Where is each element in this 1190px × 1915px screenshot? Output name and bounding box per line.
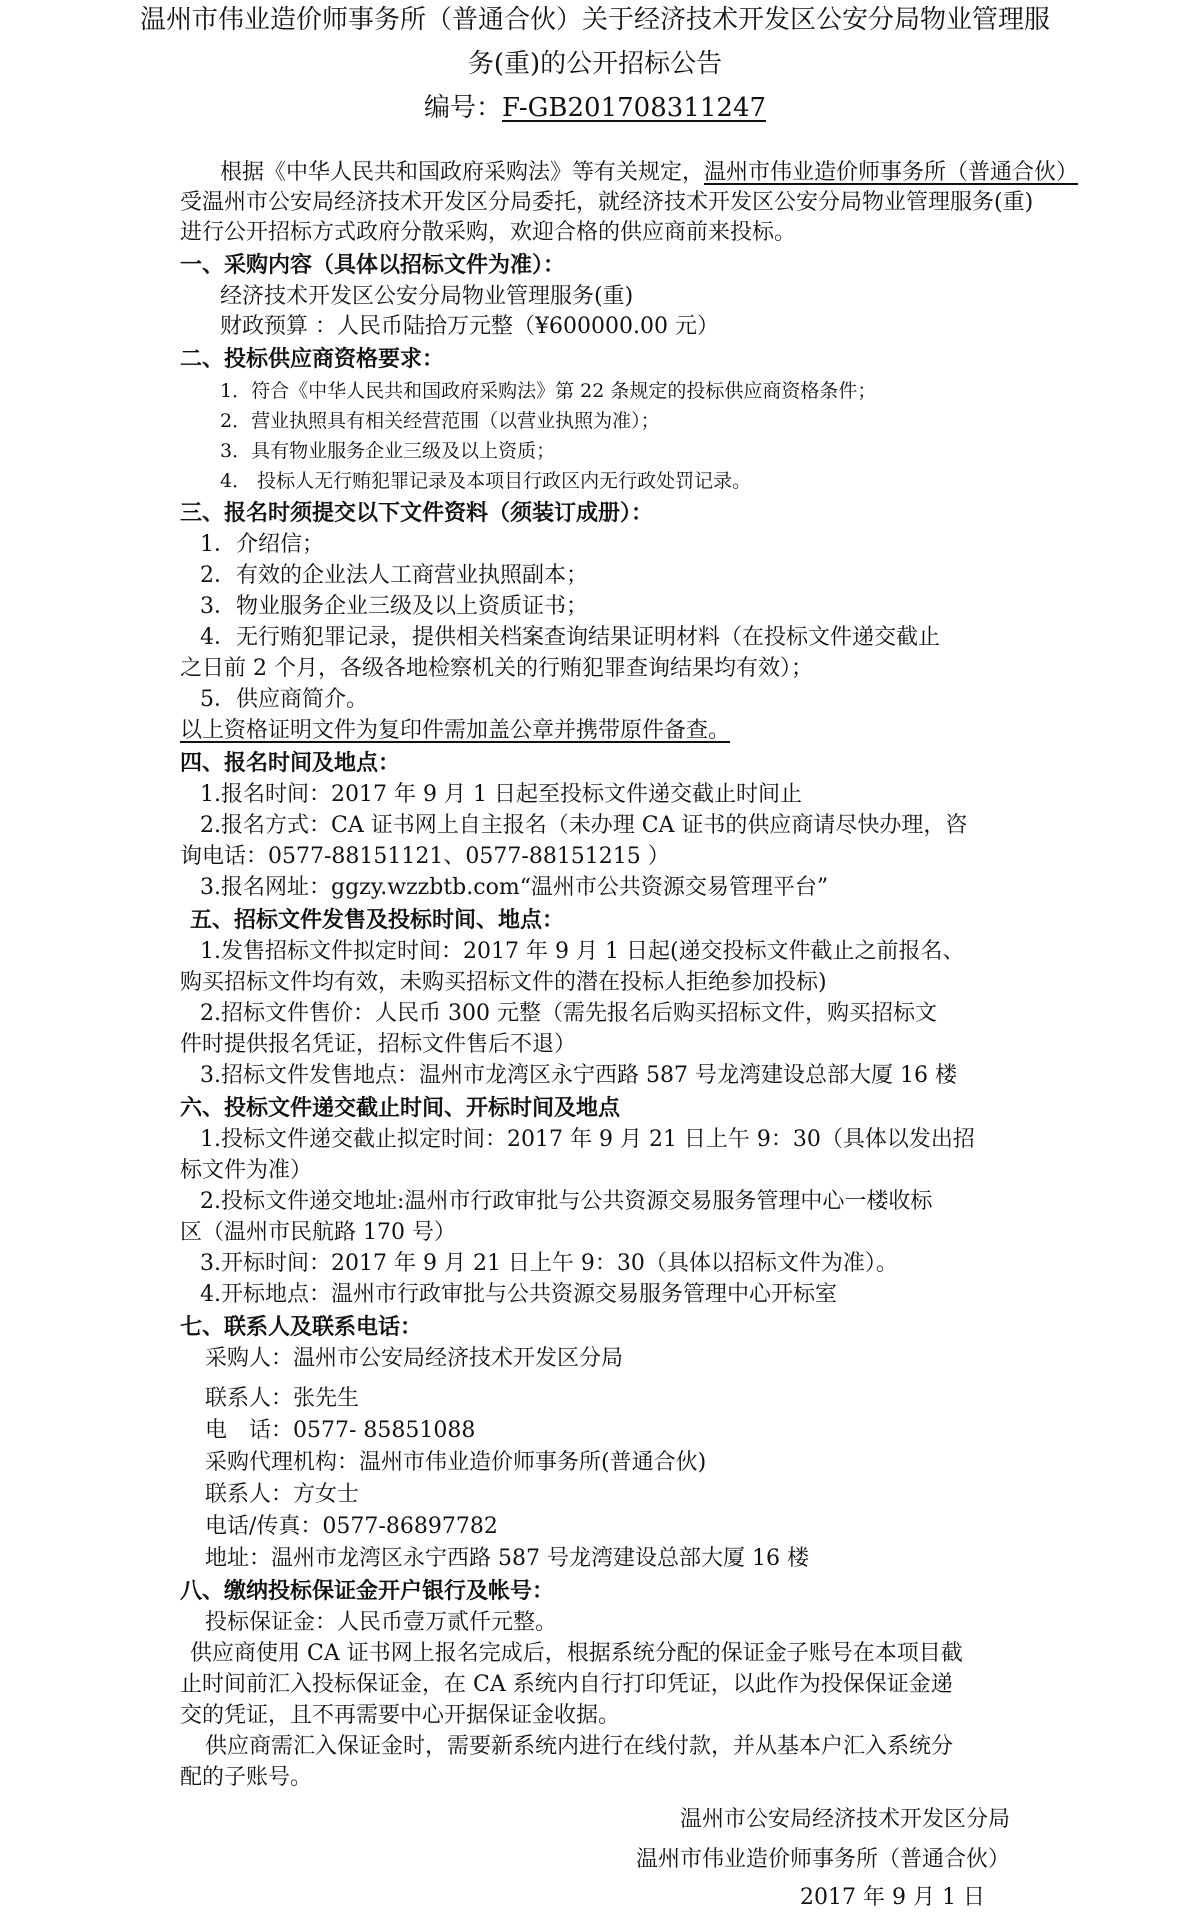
document-price-continued: 件时提供报名凭证，招标文件售后不退） — [180, 1032, 577, 1057]
document-price: 2.招标文件售价：人民币 300 元整（需先报名后购买招标文件，购买招标文 — [200, 1001, 937, 1026]
section-2-heading: 二、投标供应商资格要求： — [180, 346, 445, 372]
document-item: 2．有效的企业法人工商营业执照副本； — [200, 563, 588, 588]
bid-deadline: 1.投标文件递交截止拟定时间：2017 年 9 月 21 日上午 9：30（具体以发出招 — [200, 1127, 975, 1152]
buyer-phone: 电 话：0577- 85851088 — [205, 1418, 476, 1443]
registration-time: 1.报名时间：2017 年 9 月 1 日起至投标文件递交截止时间止 — [200, 782, 802, 807]
copy-notice: 以上资格证明文件为复印件需加盖公章并携带原件备查。 — [180, 718, 731, 743]
title-line-1: 温州市伟业造价师事务所（普通合伙）关于经济技术开发区公安分局物业管理服 — [139, 5, 1050, 35]
deposit-paragraph-1: 供应商使用 CA 证书网上报名完成后，根据系统分配的保证金子账号在本项目截 — [190, 1641, 963, 1666]
budget-line: 财政预算 ：人民币陆拾万元整（¥600000.00 元） — [220, 314, 719, 339]
document-item: 1．介绍信； — [200, 532, 324, 557]
qualification-item: 2．营业执照具有相关经营范围（以营业执照为准）； — [220, 410, 660, 432]
opening-location: 4.开标地点：温州市行政审批与公共资源交易服务管理中心开标室 — [200, 1282, 837, 1307]
deposit-paragraph-2: 供应商需汇入保证金时，需要新系统内进行在线付款，并从基本户汇入系统分 — [205, 1734, 954, 1759]
agency-address: 地址：温州市龙湾区永宁西路 587 号龙湾建设总部大厦 16 楼 — [205, 1546, 809, 1571]
number-label: 编号： — [423, 93, 502, 123]
registration-method: 2.报名方式：CA 证书网上自主报名（未办理 CA 证书的供应商请尽快办理，咨 — [200, 813, 968, 838]
section-5-heading: 五、招标文件发售及投标时间、地点： — [190, 907, 565, 933]
buyer-contact: 联系人：张先生 — [205, 1386, 360, 1411]
number-value: F-GB201708311247 — [501, 93, 767, 123]
announcement-date: 2017 年 9 月 1 日 — [800, 1885, 985, 1910]
bid-deadline-continued: 标文件为准） — [180, 1158, 313, 1183]
sale-time-continued: 购买招标文件均有效，未购买招标文件的潜在投标人拒绝参加投标) — [180, 970, 827, 995]
agency-contact: 联系人：方女士 — [205, 1482, 360, 1507]
deposit-paragraph-1: 交的凭证，且不再需要中心开据保证金收据。 — [180, 1703, 621, 1728]
section-6-heading: 六、投标文件递交截止时间、开标时间及地点 — [180, 1095, 621, 1121]
section-7-heading: 七、联系人及联系电话： — [180, 1314, 423, 1340]
document-item: 3．物业服务企业三级及以上资质证书； — [200, 594, 588, 619]
registration-phone: 询电话：0577-88151121、0577-88151215 ） — [180, 844, 670, 869]
section-8-heading: 八、缴纳投标保证金开户银行及帐号： — [180, 1578, 555, 1604]
bid-submission-address: 2.投标文件递交地址:温州市行政审批与公共资源交易服务管理中心一楼收标 — [200, 1189, 933, 1214]
signature-org-1: 温州市公安局经济技术开发区分局 — [679, 1807, 1010, 1832]
title-line-2: 务(重)的公开招标公告 — [467, 49, 723, 79]
signature-org-2: 温州市伟业造价师事务所（普通合伙） — [635, 1847, 1010, 1872]
agency-name: 温州市伟业造价师事务所（普通合伙） — [704, 160, 1079, 185]
section-3-heading: 三、报名时须提交以下文件资料（须装订成册）： — [180, 500, 654, 526]
announcement-number — [0, 92, 1190, 124]
bid-submission-address-continued: 区（温州市民航路 170 号） — [180, 1220, 456, 1245]
buyer: 采购人：温州市公安局经济技术开发区分局 — [205, 1346, 624, 1371]
deposit-paragraph-2: 配的子账号。 — [180, 1765, 313, 1790]
qualification-item: 3．具有物业服务企业三级及以上资质； — [220, 440, 556, 462]
section-1-heading: 一、采购内容（具体以招标文件为准）： — [180, 252, 566, 278]
registration-website: 3.报名网址：ggzy.wzzbtb.com“温州市公共资源交易管理平台” — [200, 875, 829, 900]
procurement-item: 经济技术开发区公安分局物业管理服务(重) — [220, 284, 634, 309]
agency-phone: 电话/传真：0577-86897782 — [205, 1514, 498, 1539]
section-4-heading: 四、报名时间及地点： — [180, 750, 401, 776]
intro-line-2: 受温州市公安局经济技术开发区分局委托，就经济技术开发区公安分局物业管理服务(重) — [180, 190, 1034, 215]
agency: 采购代理机构：温州市伟业造价师事务所(普通合伙) — [205, 1450, 707, 1475]
deposit-paragraph-1: 止时间前汇入投标保证金，在 CA 系统内自行打印凭证，以此作为投保保证金递 — [180, 1672, 953, 1697]
document-item-continued: 之日前 2 个月，各级各地检察机关的行贿犯罪查询结果均有效）； — [180, 656, 813, 681]
opening-time: 3.开标时间：2017 年 9 月 21 日上午 9：30（具体以招标文件为准）。 — [200, 1251, 898, 1276]
intro-line-3: 进行公开招标方式政府分散采购，欢迎合格的供应商前来投标。 — [180, 220, 797, 245]
document-item: 4．无行贿犯罪记录，提供相关档案查询结果证明材料（在投标文件递交截止 — [200, 625, 940, 650]
qualification-item: 1．符合《中华人民共和国政府采购法》第 22 条规定的投标供应商资格条件； — [220, 380, 877, 402]
sale-time: 1.发售招标文件拟定时间：2017 年 9 月 1 日起(递交投标文件截止之前报名、 — [200, 939, 965, 964]
deposit-amount: 投标保证金：人民币壹万贰仟元整。 — [205, 1610, 558, 1635]
document-item: 5．供应商简介。 — [200, 687, 368, 712]
intro-line-1: 根据《中华人民共和国政府采购法》等有关规定，温州市伟业造价师事务所（普通合伙） — [220, 160, 1079, 185]
sale-location: 3.招标文件发售地点：温州市龙湾区永宁西路 587 号龙湾建设总部大厦 16 楼 — [200, 1063, 957, 1088]
qualification-item: 4． 投标人无行贿犯罪记录及本项目行政区内无行政处罚记录。 — [220, 470, 752, 492]
